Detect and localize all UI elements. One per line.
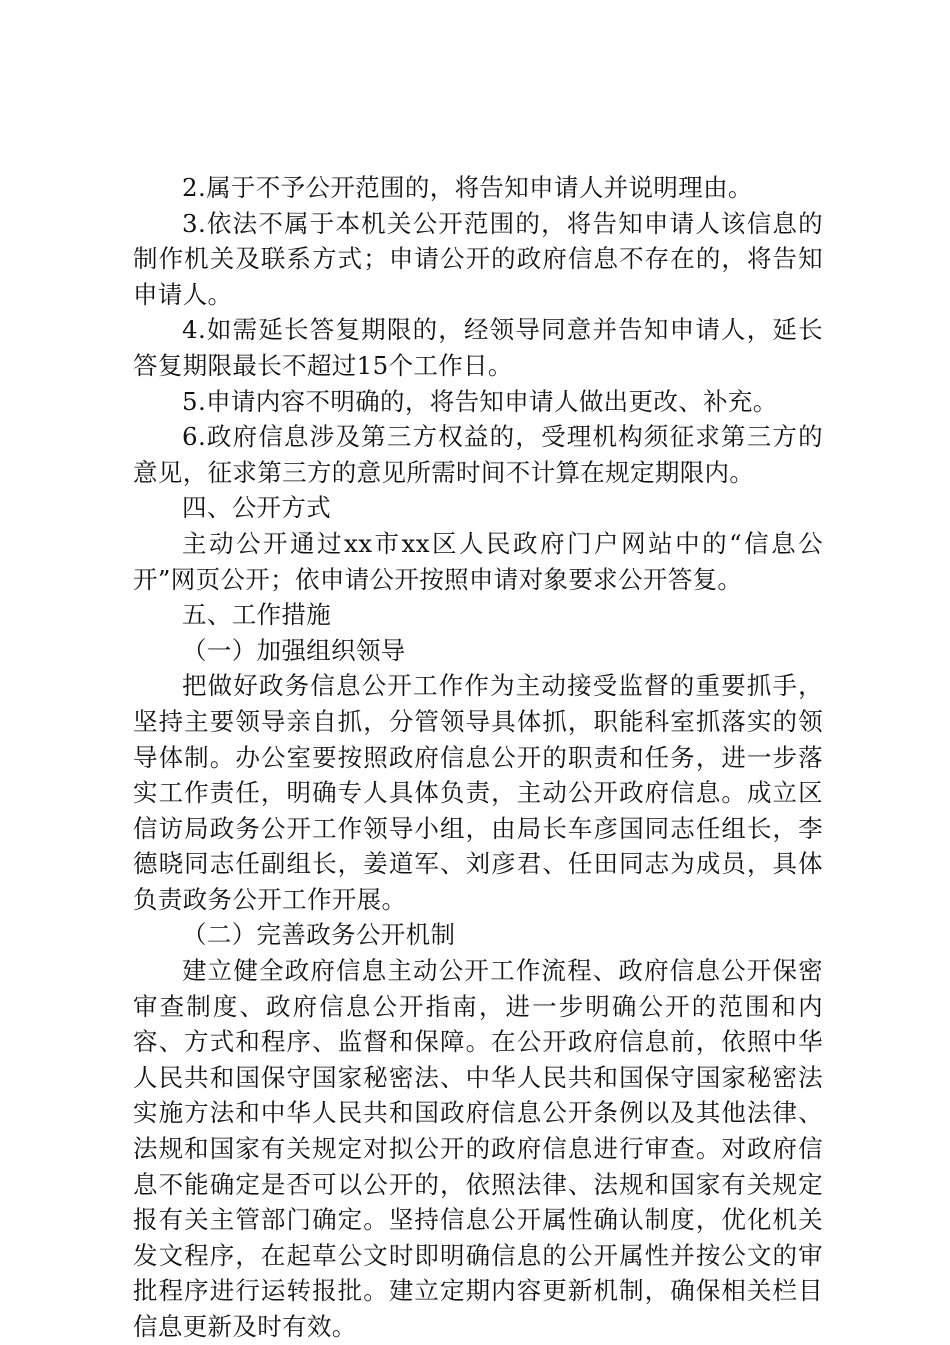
item-6-paragraph: 6.政府信息涉及第三方权益的，受理机构须征求第三方的意见，征求第三方的意见所需时间不计算在规定期限内。 (133, 422, 823, 487)
section-4-heading: 四、公开方式 (182, 493, 332, 523)
leadership-paragraph: 把做好政务信息公开工作作为主动接受监督的重要抓手，坚持主要领导亲自抓，分管领导具体抓，职能科室抓落实的领导体制。办公室要按照政府信息公开的职责和任务，进一步落实工作责任，明确专人具体负责，主动公开政府信息。成立区信访局政务公开工作领导小组，由局长车彦国同志任组长，李德晓同志任副组长，姜道军、刘彦君、任田同志为成员，具体负责政务公开工作开展。 (133, 671, 823, 914)
mechanism-paragraph: 建立健全政府信息主动公开工作流程、政府信息公开保密审查制度、政府信息公开指南，进一步明确公开的范围和内容、方式和程序、监督和保障。在公开政府信息前，依照中华人民共和国保守国家秘密法、中华人民共和国保守国家秘密法实施方法和中华人民共和国政府信息公开条例以及其他法律、法规和国家有关规定对拟公开的政府信息进行审查。对政府信息不能确定是否可以公开的，依照法律、法规和国家有关规定报有关主管部门确定。坚持信息公开属性确认制度，优化机关发文程序，在起草公文时即明确信息的公开属性并按公文的审批程序进行运转报批。建立定期内容更新机制，确保相关栏目信息更新及时有效。 (133, 956, 823, 1341)
item-5-paragraph: 5.申请内容不明确的，将告知申请人做出更改、补充。 (182, 386, 778, 416)
item-3-paragraph: 3.依法不属于本机关公开范围的，将告知申请人该信息的制作机关及联系方式；申请公开的政府信息不存在的，将告知申请人。 (133, 208, 823, 309)
section-5-heading: 五、工作措施 (182, 600, 332, 630)
item-4-paragraph: 4.如需延长答复期限的，经领导同意并告知申请人，延长答复期限最长不超过15个工作日。 (133, 315, 823, 380)
subsection-2-heading: （二）完善政务公开机制 (182, 920, 456, 950)
document-body (133, 170, 823, 1345)
subsection-1-heading: （一）加强组织领导 (182, 635, 406, 665)
item-2-paragraph: 2.属于不予公开范围的，将告知申请人并说明理由。 (182, 173, 753, 202)
disclosure-method-paragraph: 主动公开通过xx市xx区人民政府门户网站中的“信息公开”网页公开；依申请公开按照申请对象要求公开答复。 (133, 528, 823, 594)
